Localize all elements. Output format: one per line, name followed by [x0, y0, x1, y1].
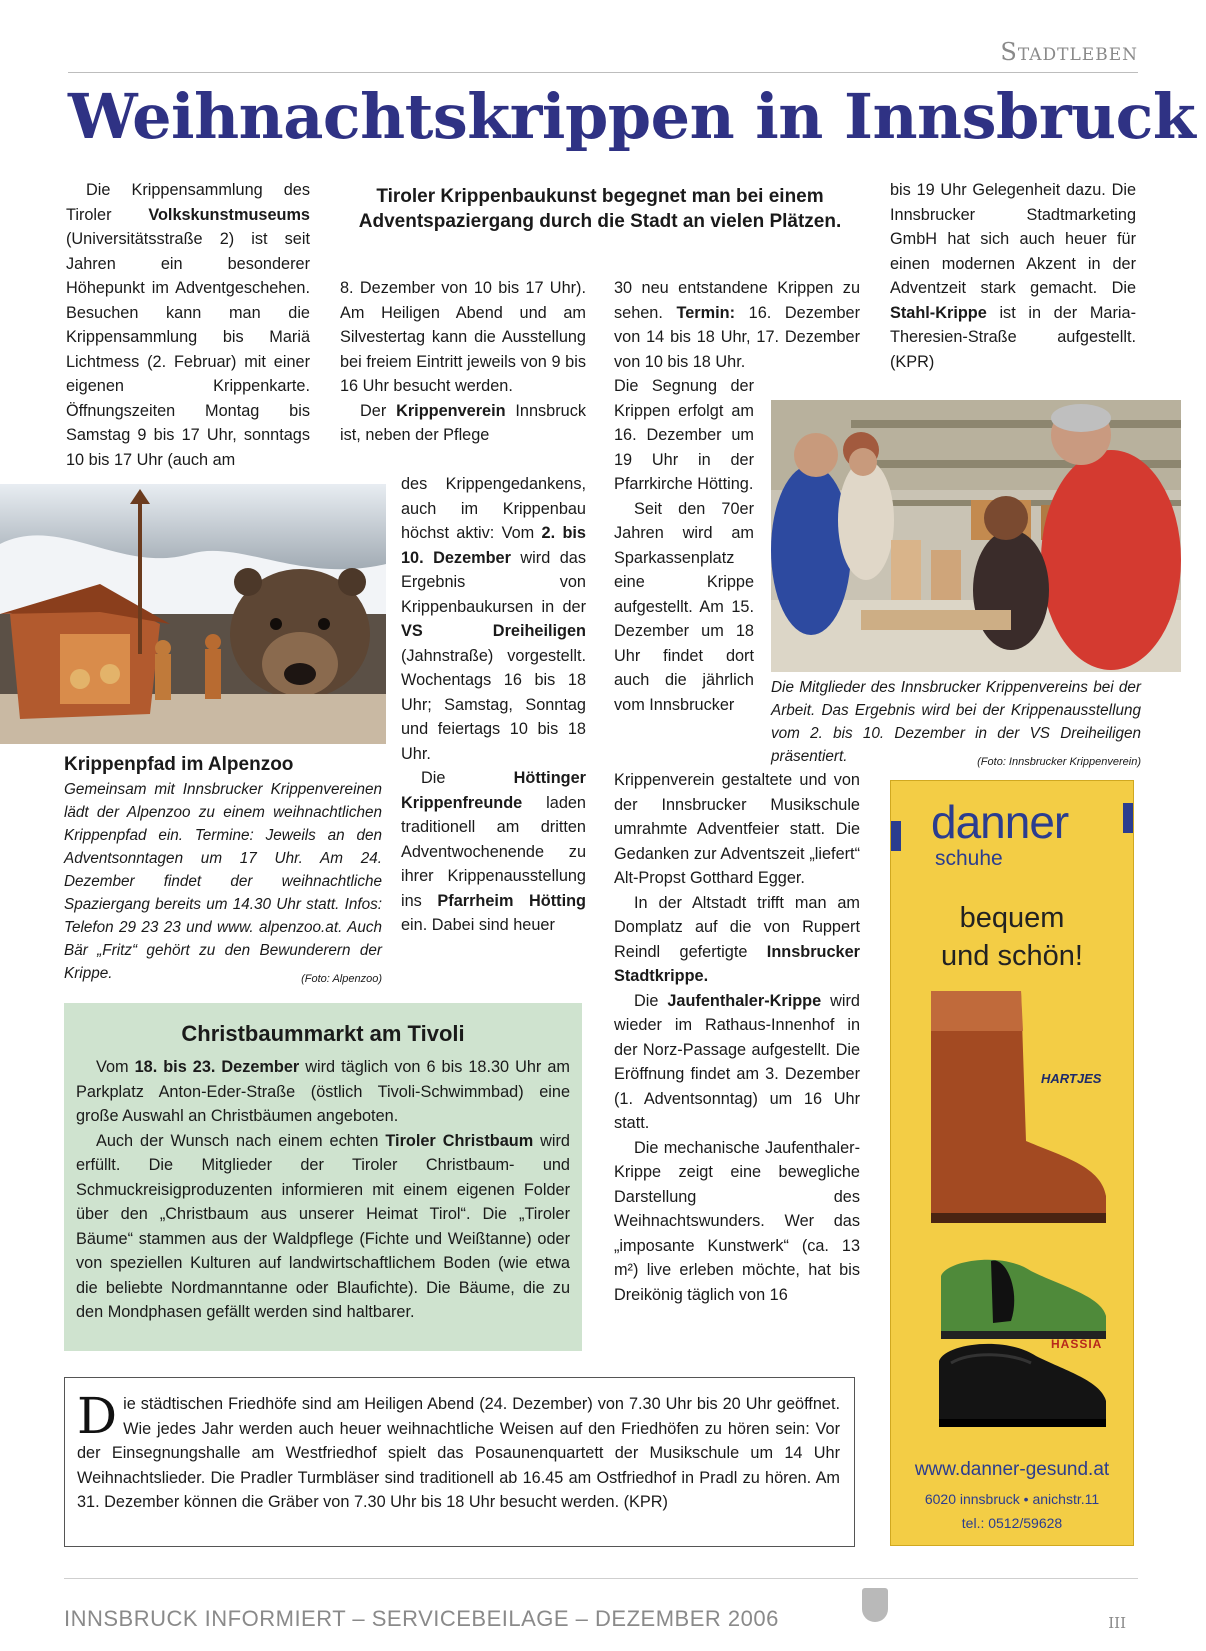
- section-label: Stadtleben: [1000, 38, 1138, 66]
- danner-advertisement: [890, 780, 1134, 1546]
- col2-p4-e: ein. Dabei sind heuer: [401, 916, 555, 934]
- ad-logo-accent-left: [891, 821, 901, 851]
- ad-slogan: [891, 899, 1133, 975]
- col2-bold: Krippenverein: [396, 401, 506, 420]
- coat-of-arms-icon: [862, 1588, 888, 1622]
- col3-para-3: Seit den 70er Jahren wird am Sparkassenplatz eine Krippe aufgestellt. Am 15. Dezember um 18 Uhr findet dort auch die jährlich vom Innsbrucker: [614, 499, 754, 714]
- col1-bold: Volkskunstmuseums: [148, 205, 310, 224]
- workshop-credit: (Foto: Innsbrucker Krippenverein): [977, 756, 1141, 768]
- top-rule: [68, 72, 1138, 73]
- christbaum-p1-b: 18. bis 23. Dezember: [134, 1058, 300, 1076]
- col2-text: Der: [360, 401, 397, 420]
- col2-p4-a: Die: [421, 769, 514, 787]
- ad-tel: tel.: 0512/59628: [961, 1515, 1063, 1531]
- bear-crib-image: [0, 484, 386, 744]
- column-3-top: [614, 276, 860, 374]
- workshop-photo: [771, 400, 1181, 672]
- col4-p1-a: bis 19 Uhr Gelegenheit dazu. Die Innsbrucker Stadtmarketing GmbH hat sich auch heuer für einen modernen Akzent in der Adventzeit stark gemacht. Die: [890, 181, 1136, 297]
- christbaummarkt-box: [64, 1003, 582, 1351]
- col3-para-2: Die Segnung der Krippen erfolgt am 16. Dezember um 19 Uhr in der Pfarrkirche Hötting.: [614, 377, 754, 493]
- alpenzoo-caption: [64, 752, 382, 991]
- christbaum-p2-c: wird erfüllt. Die Mitglieder der Tiroler Christbaum- und Schmuckreisigproduzenten informieren mit einem eigenen Folder über den „Christbaum aus unserer Heimat Tirol“. Die „Tiroler Bäume“ stammen aus der Waldpflege (Fichte und Weißtanne) oder von speziellen Kulturen auf landwirtschaftlichem Boden (wie etwa die beliebte Nordmanntanne oder Blaufichte). Die Bäume, die zu den Mondphasen gefällt werden sind haltbarer.: [76, 1131, 570, 1321]
- col1-text: Die Krippensammlung des Tiroler: [66, 181, 310, 224]
- ad-label-hassia: HASSIA: [1051, 1337, 1103, 1351]
- col2-p3-c: wird das Ergebnis von Krippenbaukursen in der: [401, 548, 586, 616]
- ad-web: www.danner-gesund.at: [914, 1459, 1110, 1480]
- col3-p1-c: 16. Dezember von 14 bis 18 Uhr, 17. Dezember von 10 bis 18 Uhr.: [614, 303, 860, 371]
- col3-p4-a: In der Altstadt trifft man am Domplatz auf die von Ruppert Reindl gefertigte: [614, 893, 860, 961]
- column-1: [66, 178, 310, 472]
- headline: Weihnachtskrippen in Innsbruck: [68, 80, 1196, 153]
- col2-p4-c: laden traditionell am dritten Adventwochenende zu ihrer Krippenausstellung ins: [401, 793, 586, 910]
- ad-logo-bar: [891, 796, 1133, 851]
- alpenzoo-caption-title: Krippenpfad im Alpenzoo: [64, 754, 294, 775]
- workshop-caption: [771, 676, 1141, 774]
- alpenzoo-caption-body: Gemeinsam mit Innsbrucker Krippenvereinen lädt der Alpenzoo zu einem weihnachtlichen Krippenpfad ein. Termine: Jeweils an den Adventsonntagen um 17 Uhr. Am 24. Dezember findet der weihnachtliche Spaziergang bereits um 14.30 Uhr statt. Infos: Telefon 29 23 23 und www. alpenzoo.at. Auch Bär „Fritz“ gehört zu den Bewunderern der Krippe.: [64, 781, 382, 982]
- col3-para-3-cont: Krippenverein gestaltete und von der Innsbrucker Musikschule umrahmte Adventfeier statt. Die Gedanken zur Adventszeit „liefert“ Alt-Propst Gotthard Egger.: [614, 771, 860, 887]
- column-2-bottom: [401, 472, 586, 938]
- christbaum-p2-b: Tiroler Christbaum: [385, 1131, 534, 1150]
- col2-p4-d: Pfarrheim Hötting: [437, 891, 586, 910]
- col3-p1-b: Termin:: [676, 303, 736, 322]
- alpenzoo-photo: [0, 484, 386, 744]
- subhead: Tiroler Krippenbaukunst begegnet man bei einem Adventspaziergang durch die Stadt an vielen Plätzen.: [358, 186, 842, 232]
- col2-p3-d: VS Dreiheiligen: [401, 622, 586, 640]
- ad-brand-sub: schuhe: [935, 847, 1003, 870]
- col3-p4-b: Innsbrucker Stadtkrippe.: [614, 942, 860, 985]
- ad-brand: danner: [931, 796, 1069, 848]
- christbaummarkt-title: Christbaummarkt am Tivoli: [181, 1021, 465, 1046]
- col2-p4-b: Höttinger Krippenfreunde: [401, 769, 586, 812]
- col3-p5-b: Jaufenthaler-Krippe: [667, 991, 822, 1010]
- col3-para-6: Die mechanische Jaufenthaler-Krippe zeigt eine bewegliche Darstellung des Weihnachtswunders. Wer das „imposante Kunstwerk“ (ca. 13 m²) live erleben möchte, hat bis Dreikönig täglich von 16: [614, 1138, 860, 1304]
- ad-slogan-line-2: und schön!: [941, 940, 1083, 972]
- col2-p3-e: (Jahnstraße) vorgestellt. Wochentags 16 bis 18 Uhr; Samstag, Sonntag und feiertags 10 bis 18 Uhr.: [401, 646, 586, 763]
- col3-p1-a: 30 neu entstandene Krippen zu sehen.: [614, 279, 860, 322]
- alpenzoo-credit: (Foto: Alpenzoo): [301, 973, 382, 985]
- christbaum-p2-a: Auch der Wunsch nach einem echten: [96, 1131, 386, 1150]
- christbaum-p1-c: wird täglich von 6 bis 18.30 Uhr am Parkplatz Anton-Eder-Straße (östlich Tivoli-Schwimmbad) eine große Auswahl an Christbäumen angeboten.: [76, 1058, 570, 1125]
- column-4: [890, 178, 1136, 374]
- footer-title: INNSBRUCK INFORMIERT – SERVICEBEILAGE – DEZEMBER 2006: [64, 1606, 779, 1631]
- workshop-caption-text: Die Mitglieder des Innsbrucker Krippenvereins bei der Arbeit. Das Ergebnis wird bei der Krippenausstellung vom 2. bis 10. Dezember in der VS Dreiheiligen präsentiert.: [771, 679, 1141, 765]
- column-2-top: [340, 276, 586, 448]
- col3-p5-a: Die: [634, 991, 668, 1010]
- ad-slogan-line-1: bequem: [959, 902, 1065, 934]
- col2-para-1: 8. Dezember von 10 bis 17 Uhr). Am Heiligen Abend und am Silvestertag kann die Ausstellung bei freiem Eintritt jeweils von 9 bis 16 Uhr besucht werden.: [340, 279, 586, 395]
- col2-p3-a: des Krippengedankens, auch im Krippenbau höchst aktiv: Vom: [401, 475, 586, 542]
- friedhoefe-box: [64, 1377, 855, 1547]
- footer-rule: [64, 1578, 1138, 1579]
- friedhoefe-body: ie städtischen Friedhöfe sind am Heiligen Abend (24. Dezember) von 7.30 Uhr bis 20 Uhr geöffnet. Wie jedes Jahr werden auch heuer weihnachtliche Weisen auf den Friedhöfen zu hören sein: Vor der Einsegnungshalle am Westfriedhof spielt das Posaunenquartett der Musikschule um 14 Uhr Weihnachtslieder. Die Pradler Turmbläser sind traditionell ab 16.45 am Ostfriedhof in Pradl zu hören. Am 31. Dezember können die Gräber von 7.30 Uhr bis 18 Uhr besucht werden. (KPR): [77, 1395, 840, 1511]
- col3-p5-c: wird wieder im Rathaus-Innenhof in der Norz-Passage aufgestellt. Die Eröffnung findet am 3. Dezember (1. Adventsonntag) um 16 Uhr statt.: [614, 991, 860, 1132]
- christbaum-p1-a: Vom: [96, 1058, 135, 1076]
- friedhoefe-text: [77, 1387, 840, 1515]
- col2-p3-b: 2. bis 10. Dezember: [401, 524, 586, 567]
- shoes-image: [911, 991, 1121, 1441]
- workshop-image: [771, 400, 1181, 672]
- dropcap: D: [77, 1387, 118, 1445]
- christbaummarkt-text: [76, 1055, 570, 1325]
- alpenzoo-caption-text: [64, 778, 382, 985]
- col4-p1-c: ist in der Maria-Theresien-Straße aufgestellt. (KPR): [890, 303, 1136, 371]
- ad-address: 6020 innsbruck • anichstr.11: [924, 1491, 1100, 1507]
- column-3-bottom: [614, 768, 860, 1307]
- ad-label-hartjes: HARTJES: [1041, 1071, 1102, 1086]
- column-3-narrow: [614, 374, 754, 717]
- col1-text-cont: (Universitätsstraße 2) ist seit Jahren ein besonderer Höhepunkt im Adventgeschehen. Besuchen kann man die Krippensammlung bis Mariä Lichtmess (2. Februar) mit einer eigenen Krippenkarte. Öffnungszeiten Montag bis Samstag 9 bis 17 Uhr, sonntags 10 bis 17 Uhr (auch am: [66, 230, 310, 469]
- ad-logo-accent-right: [1123, 803, 1133, 833]
- col4-p1-b: Stahl-Krippe: [890, 303, 987, 322]
- col2-text-cont: Innsbruck ist, neben der Pflege: [340, 401, 586, 444]
- page-number: III: [1108, 1614, 1126, 1632]
